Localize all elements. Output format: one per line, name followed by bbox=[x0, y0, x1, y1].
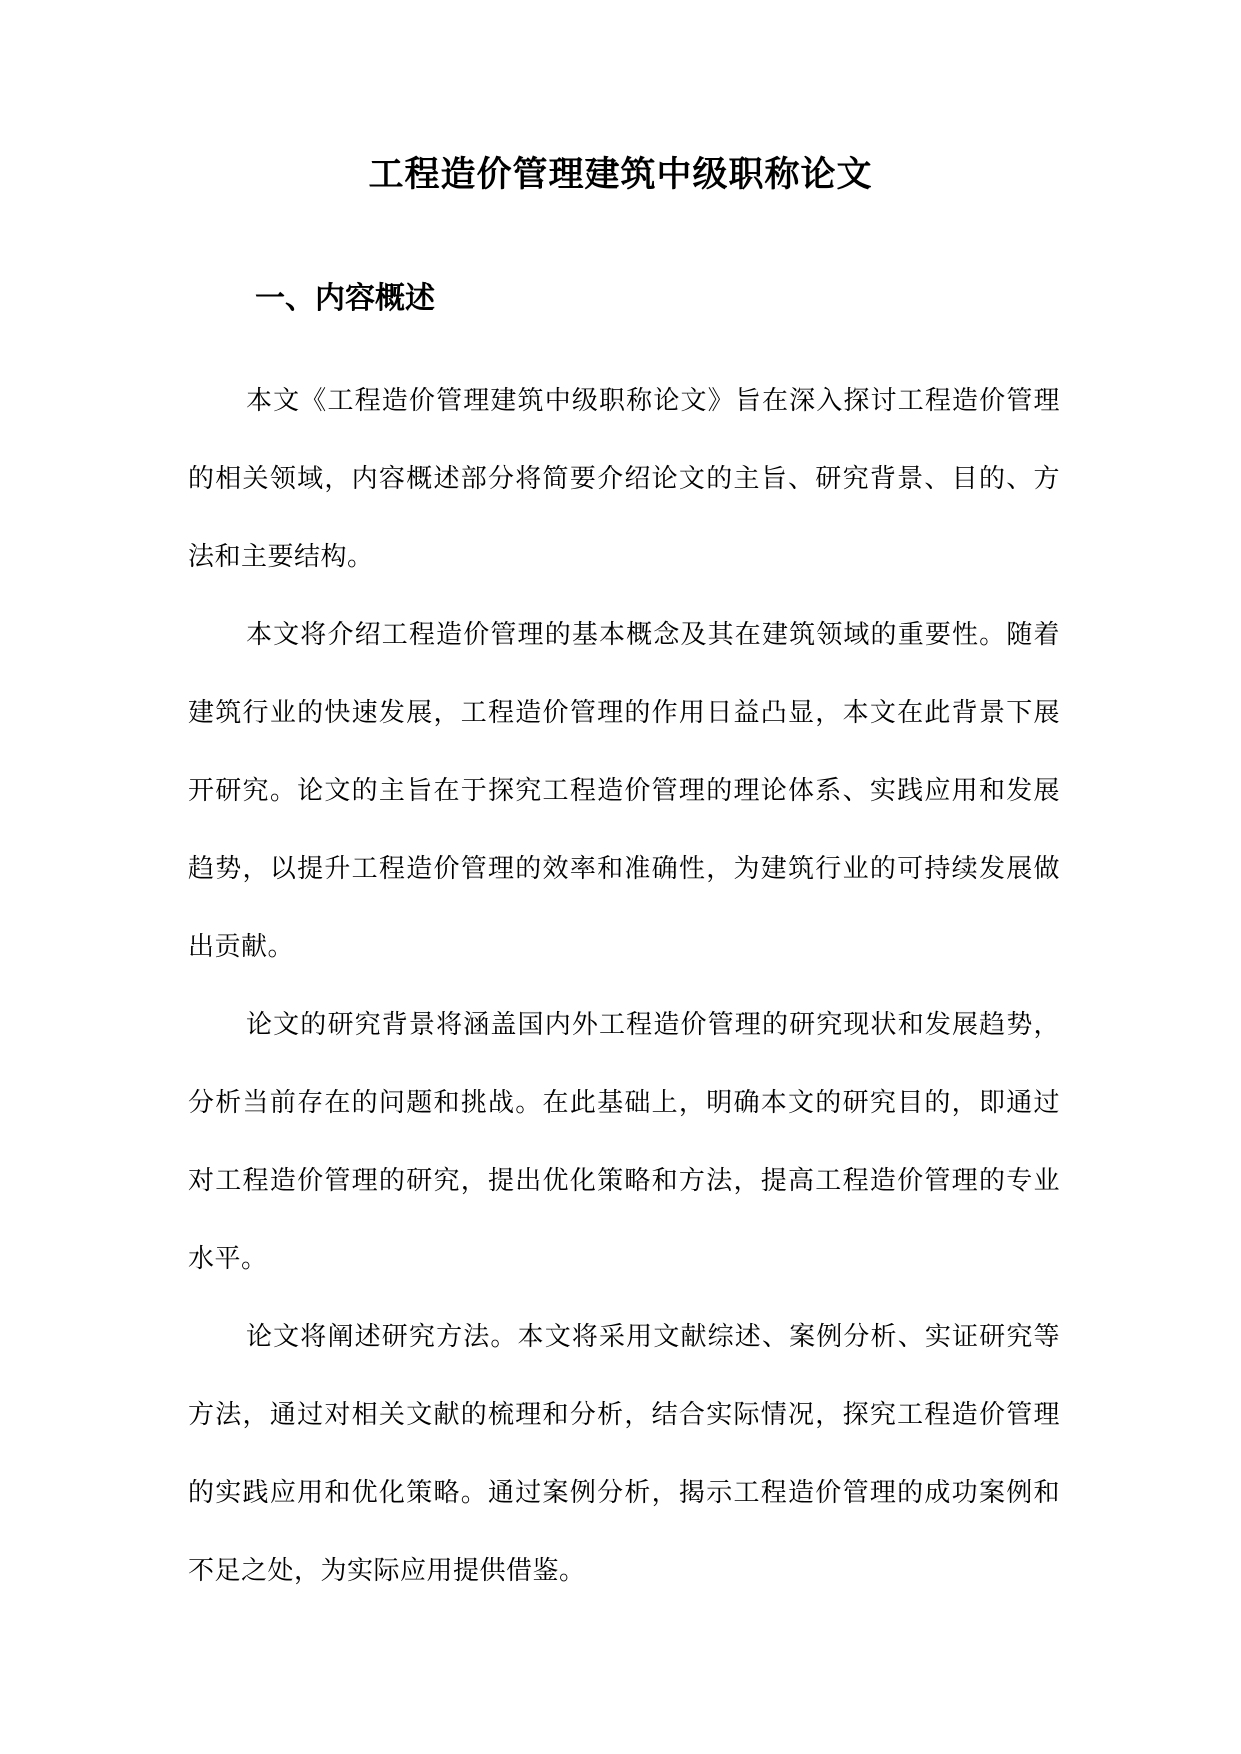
paragraph-4: 论文将阐述研究方法。本文将采用文献综述、案例分析、实证研究等方法，通过对相关文献的梳理和分析，结合实际情况，探究工程造价管理的实践应用和优化策略。通过案例分析，揭示工程造价管理的成功案例和不足之处，为实际应用提供借鉴。 bbox=[188, 1322, 1060, 1586]
document-title: 工程造价管理建筑中级职称论文 bbox=[368, 154, 873, 195]
section-heading: 一、内容概述 bbox=[255, 281, 435, 316]
paragraph-1: 本文《工程造价管理建筑中级职称论文》旨在深入探讨工程造价管理的相关领域，内容概述部分将简要介绍论文的主旨、研究背景、目的、方法和主要结构。 bbox=[188, 386, 1060, 572]
document-body bbox=[188, 362, 1060, 1610]
paragraph-2: 本文将介绍工程造价管理的基本概念及其在建筑领域的重要性。随着建筑行业的快速发展，工程造价管理的作用日益凸显，本文在此背景下展开研究。论文的主旨在于探究工程造价管理的理论体系、实践应用和发展趋势，以提升工程造价管理的效率和准确性，为建筑行业的可持续发展做出贡献。 bbox=[188, 620, 1060, 962]
paragraph-3: 论文的研究背景将涵盖国内外工程造价管理的研究现状和发展趋势，分析当前存在的问题和挑战。在此基础上，明确本文的研究目的，即通过对工程造价管理的研究，提出优化策略和方法，提高工程造价管理的专业水平。 bbox=[188, 1010, 1060, 1274]
